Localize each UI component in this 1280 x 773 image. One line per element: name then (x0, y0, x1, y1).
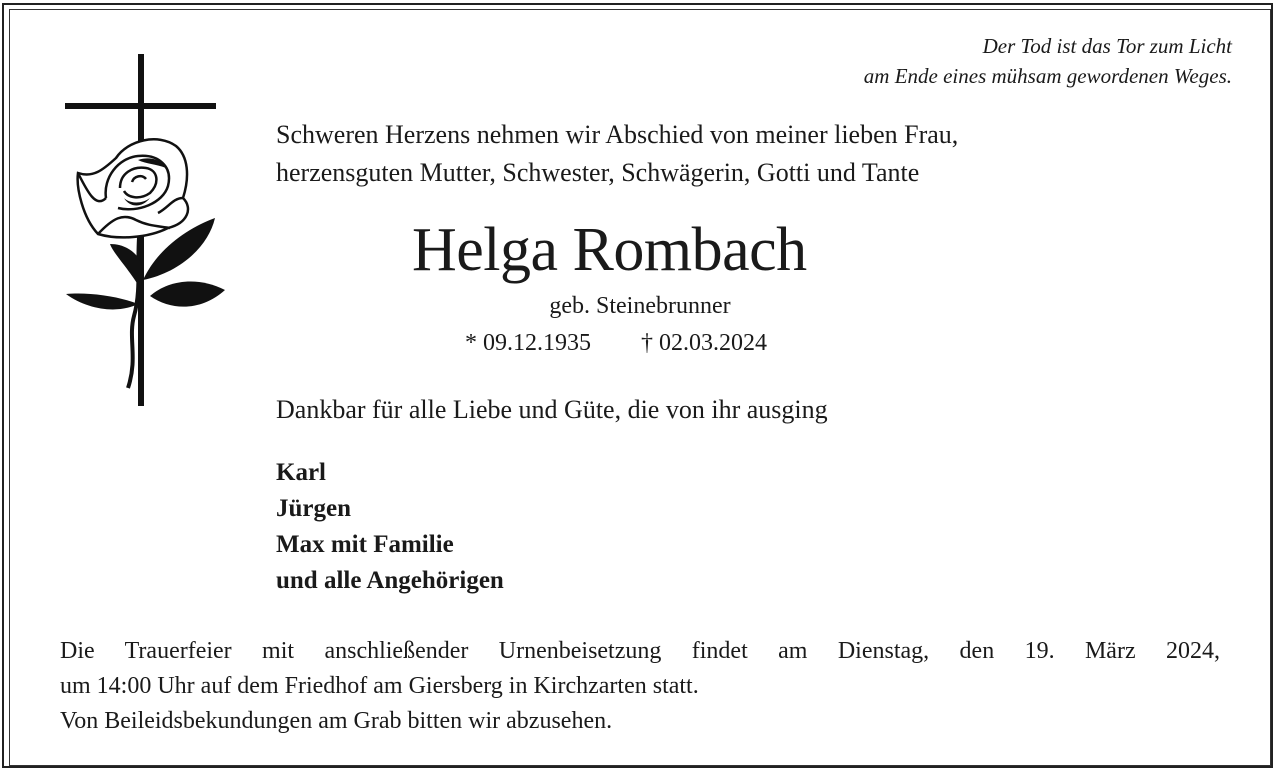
intro-line-1: Schweren Herzens nehmen wir Abschied von meiner lieben Frau, (276, 120, 959, 149)
mourner-name: Max mit Familie (276, 531, 454, 558)
birth-date: * 09.12.1935 (465, 330, 591, 356)
mourners-list (276, 455, 504, 599)
cross-horizontal-beam (65, 103, 216, 109)
notice-line-1: Die Trauerfeier mit anschließender Urnenbeisetzung findet am Dienstag, den 19. März 2024, (60, 638, 1220, 664)
mourner-name: Jürgen (276, 495, 351, 522)
notice-line-3: Von Beileidsbekundungen am Grab bitten wir abzusehen. (60, 708, 613, 734)
motto-line-1: Der Tod ist das Tor zum Licht (982, 34, 1232, 58)
notice-line-2: um 14:00 Uhr auf dem Friedhof am Giersberg in Kirchzarten statt. (60, 673, 699, 699)
mourner-name: Karl (276, 459, 326, 486)
intro-text (276, 116, 958, 192)
motto (864, 31, 1232, 91)
intro-line-2: herzensguten Mutter, Schwester, Schwägerin, Gotti und Tante (276, 158, 920, 187)
cross-with-rose-icon (58, 48, 238, 410)
maiden-name: geb. Steinebrunner (549, 293, 731, 319)
rose-bloom (78, 139, 188, 237)
funeral-notice (60, 634, 1220, 739)
maiden-name-row (0, 290, 1280, 322)
mourner-name: und alle Angehörigen (276, 567, 504, 594)
life-dates (465, 326, 767, 360)
motto-line-2: am Ende eines mühsam gewordenen Weges. (863, 64, 1232, 88)
death-date: † 02.03.2024 (641, 330, 767, 356)
thanks-line: Dankbar für alle Liebe und Güte, die von ihr ausging (276, 395, 828, 424)
deceased-name: Helga Rombach (412, 216, 807, 284)
